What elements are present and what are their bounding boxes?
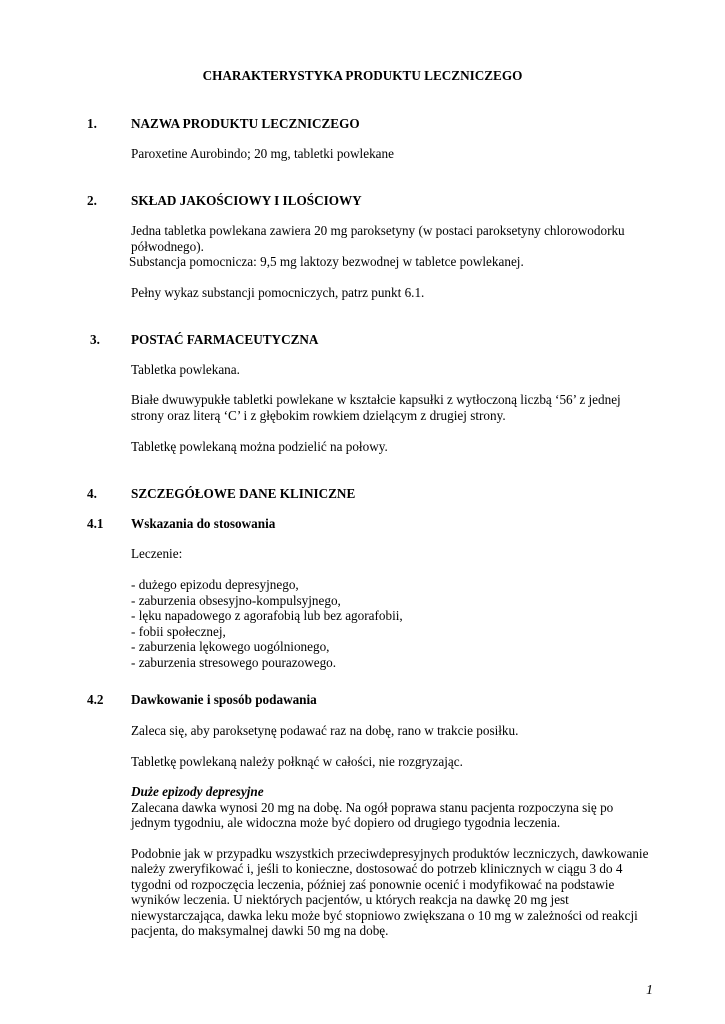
swallow-text: Tabletkę powlekaną należy połknąć w całości, nie rozgryzając. [131,754,463,769]
section-4-heading: SZCZEGÓŁOWE DANE KLINICZNE [131,486,356,501]
indications-intro: Leczenie: [131,546,183,561]
depression-dose-line-1: Zalecana dawka wynosi 20 mg na dobę. Na ogół poprawa stanu pacjenta rozpoczyna się po [131,800,614,815]
list-item: - zaburzenia stresowego pourazowego. [131,655,337,670]
composition-line-2: półwodnego). [131,239,204,254]
paragraph-line: pacjenta, do maksymalnej dawki 50 mg na dobę. [131,923,389,938]
excipients-reference: Pełny wykaz substancji pomocniczych, patrz punkt 6.1. [131,285,425,300]
form-description-line-1: Białe dwuwypukłe tabletki powlekane w kształcie kapsułki z wytłoczoną liczbą ‘56’ z jednej [131,392,621,407]
section-3-heading: POSTAĆ FARMACEUTYCZNA [131,332,319,347]
list-item: - lęku napadowego z agorafobią lub bez agorafobii, [131,608,403,623]
dosing-text: Zaleca się, aby paroksetynę podawać raz na dobę, rano w trakcie posiłku. [131,723,519,738]
list-item: - zaburzenia lękowego uogólnionego, [131,639,330,654]
page-number: 1 [646,983,653,998]
list-item: - fobii społecznej, [131,624,226,639]
section-2-heading: SKŁAD JAKOŚCIOWY I ILOŚCIOWY [131,193,362,208]
paragraph-line: wyników leczenia. U niektórych pacjentów, u których reakcja na dawkę 20 mg jest [131,892,569,907]
section-1-heading: NAZWA PRODUKTU LECZNICZEGO [131,116,360,131]
form-description-line-2: strony oraz literą ‘C’ i z głębokim rowkiem dzielącym z drugiej strony. [131,408,506,423]
form-text: Tabletka powlekana. [131,362,240,377]
section-3-number: 3. [90,332,100,347]
section-2-number: 2. [87,193,97,208]
depression-dose-line-2: jednym tygodniu, ale widoczna może być dopiero od drugiego tygodnia leczenia. [131,815,561,830]
section-4-number: 4. [87,486,97,501]
list-item: - dużego epizodu depresyjnego, [131,577,299,592]
product-name-text: Paroxetine Aurobindo; 20 mg, tabletki powlekane [131,146,394,161]
paragraph-line: Podobnie jak w przypadku wszystkich przeciwdepresyjnych produktów leczniczych, dawkowanie [131,846,649,861]
section-4-2-heading: Dawkowanie i sposób podawania [131,692,317,707]
section-1-number: 1. [87,116,97,131]
document-title: CHARAKTERYSTYKA PRODUKTU LECZNICZEGO [202,68,523,83]
paragraph-line: niewystarczająca, dawka leku może być stopniowo zwiększana o 10 mg w zależności od reakcji [131,908,638,923]
section-4-2-number: 4.2 [87,692,104,707]
list-item: - zaburzenia obsesyjno-kompulsyjnego, [131,593,341,608]
composition-line-3: Substancja pomocnicza: 9,5 mg laktozy bezwodnej w tabletce powlekanej. [129,254,524,269]
composition-line-1: Jedna tabletka powlekana zawiera 20 mg paroksetyny (w postaci paroksetyny chlorowodorku [131,223,625,238]
section-4-1-number: 4.1 [87,516,104,531]
section-4-1-heading: Wskazania do stosowania [131,516,276,531]
form-divisibility-text: Tabletkę powlekaną można podzielić na połowy. [131,439,388,454]
paragraph-line: należy zweryfikować i, jeśli to konieczne, dostosować do potrzeb klinicznych w ciągu 3 do 4 [131,861,623,876]
subsection-heading: Duże epizody depresyjne [131,784,264,799]
paragraph-line: tygodni od rozpoczęcia leczenia, później zaś ponownie ocenić i modyfikować na podstawie [131,877,615,892]
